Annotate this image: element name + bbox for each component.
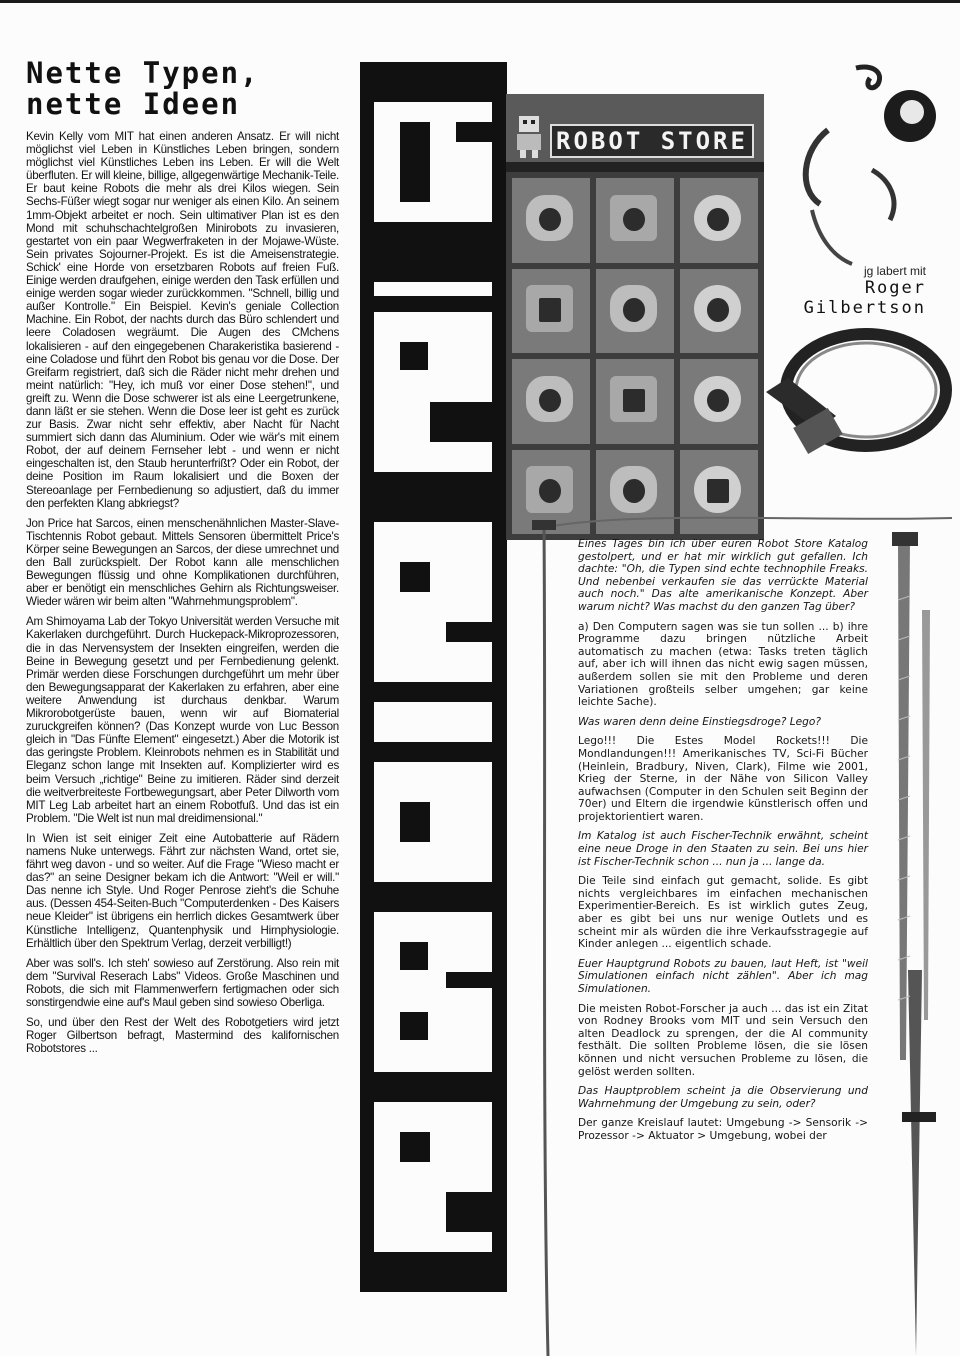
byline	[726, 264, 926, 318]
article-heading	[26, 58, 326, 120]
product-photo	[512, 178, 590, 263]
byline-last-name: Gilbertson	[803, 298, 926, 318]
cover-strip	[506, 162, 764, 172]
product-photo	[512, 359, 590, 444]
paragraph: Aber was soll's. Ich steh' sowieso auf Zerstörung. Also rein mit dem "Survival Reserach Labs" Videos. Große Maschinen und Robots, die sich mit Flammenwerfern fertigmachen oder sich sonstirgendwie eine auf's Maul geben sind sowieso Oberliga.	[26, 956, 339, 1009]
paragraph: Am Shimoyama Lab der Tokyo Universität werden Versuche mit Kakerlaken durchgeführt. Durch Huckepack-Mikroprozessoren, die in das Nervensystem der Insekten eingreifen, werden die Beine in Bewegung gesetzt und per Fernbedienung gelenkt. Primär werden diese Forschungen durchgeführt um mehr über den Bewegungsapparat der Kakerlaken zu erfahren, aber eine weitere Anwendung ist durchaus denkbar. Warum Mikrorobotgerüste bauen, wenn wir auf Biomaterial zuruckgreifen können? (Das Konzept wurde von Luc Besson gleich in "Das Fünfte Element" eingesetzt.) Aber die Motorik ist das geringste Problem. Kleinrobots nehmen es in Stabilität und Eleganz schon lange mit Insekten auf. Komplizierter wird es beim Versuch „richtige" Beine zu imitieren. Räder sind derzeit die weitverbreiteste Fortbewegungsart, aber Peter Dilworth vom MIT Leg Lab arbeitet hart an einem Robotfuß. Und das ist ein Problem. "Die Welt ist nun mal dreidimensional."	[26, 615, 339, 825]
left-column-text	[26, 130, 339, 1062]
interview-question: Eines Tages bin ich über euren Robot Store Katalog gestolpert, und er hat mir wirklich gut gefallen. Ich dachte: "Oh, die Typen sind echte technophile Freaks. Und nebenbei verkaufen sie das verrückte Material auch noch." Das alte amerikanische Konzept. Aber warum nicht? Was machst du den ganzen Tag über?	[578, 538, 868, 613]
robot-icon	[514, 114, 544, 158]
product-photo	[596, 359, 674, 444]
swirl-decoration-icon	[772, 60, 958, 270]
hose-clamp-icon	[748, 312, 958, 502]
paragraph: Kevin Kelly vom MIT hat einen anderen Ansatz. Er will nicht möglichst viel Leben in Künstliches Leben bringen, sondern möglichst viel Künstliches Leben ins Leben. Er will die Welt überfluten. Er will kleine, billige, allgegenwärtige Mechanik-Teile. Er baut keine Robots die mehr als drei Kilos wiegen. Sein Sechs-Füßer wiegt sogar nur weniger als einen Kilo. An seinem 1mm-Objekt arbeitet er noch. Sein ultimativer Plan ist es den Mond mit schuhschachtelgroßen Minirobots zu invasieren, gestartet von ein paar Wegwerfraketen in der Mojawe-Wüste. Sein privates Sojourner-Projekt. Es ist die Ameisenstrategie. Schick' eine Horde von ersetzbaren Robots auf freien Fuß. Einige werden draufgehen, einige werden den Task erfüllen und einige werden sogar wieder zurückkommen. "Schnell, billig und außer Kontrolle." Ein Beispiel. Kevin's geniale Collection Machine. Ein Robot, der nachts durch das Büro schlendert und leere Coladosen wegräumt. Die Augen des CMchens lokalisieren - auf den eingegebenen Charakeristika basierend - eine Coladose und führt den Robot bis genau vor die Dose. Der Greifarm registriert, daß sich die Räder nicht mehr drehen und meint natürlich: "Hey, ich muß vor einer Dose stehen!", und greift zu. Wenn die Dose schwerer ist als eine Leergetrunkene, dann läßt er sie stehen. Wenn die Dose leer ist geht es zurück zur Basis. Zwar nicht sehr effektiv, aber Nacht für Nacht summiert sich dann das Aluminium. Oder wie wär's mit einem Robot, der auf deinem Fernseher lebt - und wenn er nicht eingeschalten ist, den Staub herunterfrißt? Oder ein Robot, der deine Position im Raum lokalisiert und die Boxen der Stereoanlage per Fernbedienung so adjustiert, daß du immer den perfekten Klang abkriegst?	[26, 130, 339, 510]
cover-title: ROBOT STORE	[550, 124, 754, 158]
interview-answer: Die Teile sind einfach gut gemacht, solide. Es gibt nichts vergleichbares im einfachen mechanischen Experimentier-Bereich. Es ist wirklich gutes Zeug, aber es gibt bei uns nur wenige Outlets und es scheint mir als würden die ihre Verkaufsstragegie auf Kinder anlegen ... eigentlich schade.	[578, 875, 868, 951]
interview-question: Was waren denn deine Einstiegsdroge? Lego?	[578, 715, 821, 728]
interview-answer: Lego!!! Die Estes Model Rockets!!! Die Mondlandungen!!! Amerikanisches TV, Sci-Fi Bücher (Heinlein, Bradbury, Niven, Clark), Filme wie 2001, Krieg der Sterne, in der Nähe von Silicon Valley aufwachsen (Computer in den Schulen seit Beginn der 70er) und Eltern die irgendwie künstlerisch offen und projektorientiert waren.	[578, 735, 868, 823]
cover-photo-grid	[512, 178, 758, 534]
interview-answer: Die meisten Robot-Forscher ja auch ... das ist ein Zitat von Rodney Brooks vom MIT und sein Versuch den alten Deadlock zu sprengen, der die AI community festhält. Die sollten Probleme lösen, die sie lösen können und nicht versuchen Probleme zu lösen, die gelöst werden sollten.	[578, 1002, 868, 1078]
interview-question: Das Hauptproblem scheint ja die Observierung und Wahrnehmung der Umgebung zu sein, oder?	[578, 1085, 868, 1110]
interview-question: Euer Hauptgrund Robots zu bauen, laut Heft, ist "weil Simulationen einfach nicht zählen". Aber ich mag Simulationen.	[578, 957, 868, 995]
paragraph: So, und über den Rest der Welt des Robotgetiers wird jetzt Roger Gilbertson befragt, Mastermind des kalifornischen Robotstores ...	[26, 1016, 339, 1056]
paragraph: In Wien ist seit einiger Zeit eine Autobatterie auf Rädern namens Nuke unterwegs. Fährt zur nächsten Wand, ortet sie, fährt weg davon - und so weiter. Auf die Frage "Wieso macht er das?" an seine Designer bekam ich die Antwort: "Weil er will." Das nenne ich Style. Und Roger Penrose zieht's die Schuhe aus. (Dessen 454-Seiten-Buch "Computerdenken - Des Kaisers neue Kleider" ist übrigens ein herrlich dickes Gesamtwerk über Künstliche Intelligenz, Quantenphysik und Hirnphysiologie. Erhältlich über den Spektrum Verlag, derzeit verbilligt!)	[26, 831, 339, 950]
interview-text	[578, 538, 868, 1150]
product-photo	[596, 178, 674, 263]
heading-line-2: nette Ideen	[26, 87, 241, 121]
product-photo	[680, 359, 758, 444]
robotstore-vertical-logo	[360, 62, 507, 1292]
byline-intro: jg labert mit	[863, 264, 926, 278]
heading-line-1: Nette Typen,	[26, 56, 260, 90]
paragraph: Jon Price hat Sarcos, einen menschenähnlichen Master-Slave-Tischtennis Robot gebaut. Mittels Sensoren übermittelt Price's Körper seine Bewegungen an Sarcos, der diese umrechnet und den Ball zurückspielt. Der Robot kann alle menschlichen Bewegungen flüssig und ohne Komplikationen durchführen, aber er benötigt ein menschliches Gehirn als Richtungsweiser. Wieder wären wir beim alten "Wahrnehmungsproblem".	[26, 516, 339, 609]
top-rule	[0, 0, 960, 3]
product-photo	[512, 269, 590, 354]
interview-answer: Der ganze Kreislauf lautet: Umgebung -> Sensorik -> Prozessor -> Aktuator > Umgebung, wobei der	[578, 1117, 868, 1142]
interview-question: Im Katalog ist auch Fischer-Technik erwähnt, scheint eine neue Droge in den Staaten zu sein. Bei uns hier ist Fischer-Technik schon ... nun ja ... lange da.	[578, 830, 868, 868]
interview-answer: a) Den Computern sagen was sie tun sollen ... b) ihre Programme dazu bringen nützliche Arbeit automatisch zu machen (etwa: Tasks treten täglich auf, aber ich will ihnen das nicht ewig sagen müssen, außerdem sollen sie mit den Probleme und deren Variationen großteils selber umgehen; gar keine leichte Sache).	[578, 620, 868, 709]
product-photo	[680, 178, 758, 263]
product-photo	[596, 269, 674, 354]
byline-first-name: Roger	[864, 278, 926, 298]
